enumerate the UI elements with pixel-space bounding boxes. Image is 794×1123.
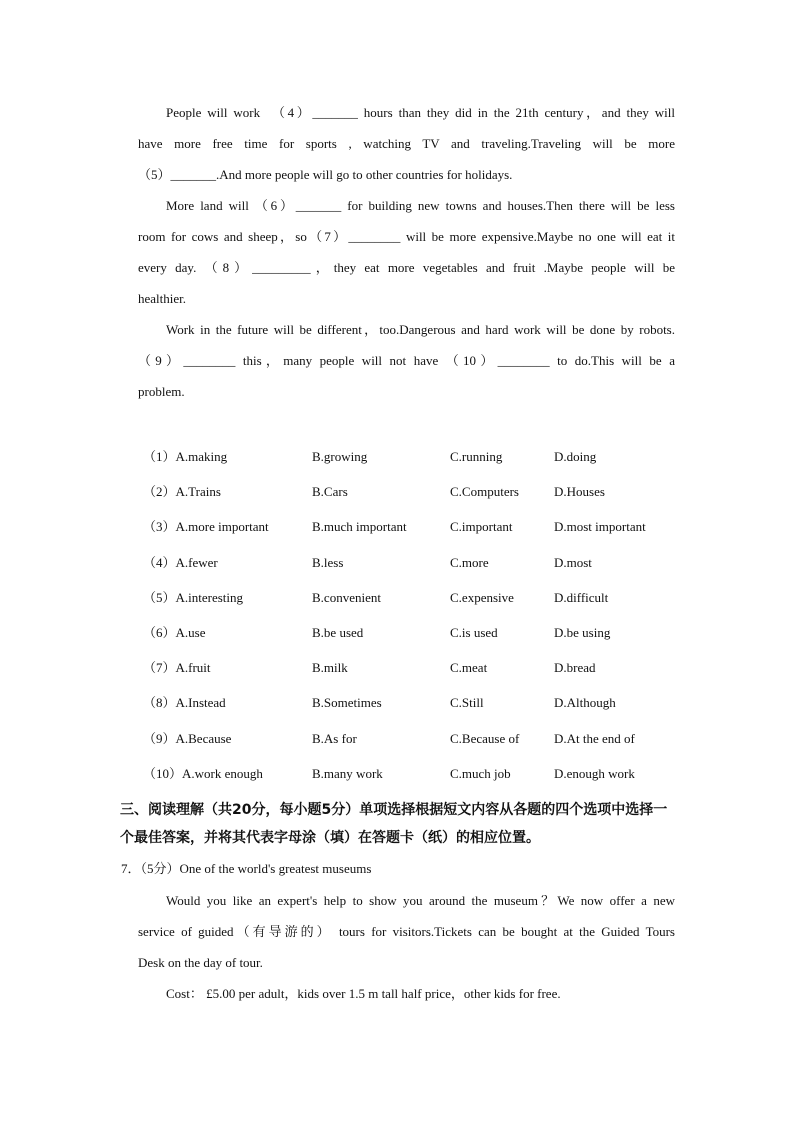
option-d: D.bread [554, 660, 596, 676]
option-a: （8）A.Instead [143, 695, 226, 711]
option-c: C.more [450, 554, 489, 570]
option-a: （6）A.use [143, 624, 206, 640]
option-b: B.Sometimes [312, 695, 382, 711]
option-b: B.milk [312, 660, 348, 676]
option-a: （10）A.work enough [143, 765, 263, 781]
option-c: C.Still [450, 695, 484, 711]
passage-line: have more free time for sports , watching TV and traveling.Traveling will be more [138, 136, 675, 151]
passage-line: healthier. [138, 291, 187, 306]
passage-line: Would you like an expert's help to show you around the museum？We now offer a new [166, 893, 675, 908]
option-b: B.much important [312, 519, 407, 535]
cloze-passage [138, 97, 675, 407]
option-d: D.most important [554, 519, 646, 535]
option-d: D.be using [554, 624, 611, 640]
option-row [143, 512, 683, 547]
option-a: （5）A.interesting [143, 589, 244, 605]
option-b: B.convenient [312, 589, 381, 605]
option-c: C.Because of [450, 730, 520, 746]
option-row [143, 618, 683, 653]
passage-line: People will work （4）_______ hours than they did in the 21th century，and they will [166, 105, 675, 120]
option-b: B.Cars [312, 484, 348, 500]
option-row [143, 583, 683, 618]
option-c: C.is used [450, 624, 498, 640]
option-c: C.meat [450, 660, 488, 676]
option-row [143, 548, 683, 583]
option-d: D.difficult [554, 589, 609, 605]
passage-line: room for cows and sheep，so（7）________ will be more expensive.Maybe no one will eat it [138, 229, 675, 244]
option-a: （3）A.more important [143, 519, 269, 535]
option-b: B.As for [312, 730, 357, 746]
option-a: （4）A.fewer [143, 554, 218, 570]
option-row [143, 442, 683, 477]
option-d: D.At the end of [554, 730, 635, 746]
option-a: （9）A.Because [143, 730, 232, 746]
section-heading [120, 796, 680, 852]
option-c: C.expensive [450, 589, 514, 605]
passage-line: More land will （6）_______ for building new towns and houses.Then there will be less [166, 198, 675, 213]
passage-line: Cost： £5.00 per adult，kids over 1.5 m tall half price，other kids for free. [166, 986, 561, 1001]
option-c: C.much job [450, 765, 511, 781]
option-d: D.doing [554, 449, 597, 464]
option-b: B.many work [312, 765, 383, 781]
section-heading-line: 个最佳答案，并将其代表字母涂（填）在答题卡（纸）的相应位置。 [120, 830, 540, 846]
option-d: D.Although [554, 695, 616, 711]
option-b: B.less [312, 554, 344, 570]
option-row [143, 477, 683, 512]
passage-line: Desk on the day of tour. [138, 955, 263, 970]
answer-options [143, 442, 683, 794]
passage-line: every day. （8）_________，they eat more vegetables and fruit .Maybe people will be [138, 260, 675, 275]
option-d: D.most [554, 554, 592, 570]
option-c: C.Computers [450, 484, 519, 500]
option-row [143, 724, 683, 759]
passage-line: （9）________ this，many people will not have （10）________ to do.This will be a [138, 353, 675, 368]
option-c: C.important [450, 519, 513, 535]
option-a: （7）A.fruit [143, 660, 211, 676]
option-d: D.enough work [554, 765, 635, 781]
section-heading-line: 三、阅读理解（共20分，每小题5分）单项选择根据短文内容从各题的四个选项中选择一 [120, 802, 668, 818]
option-b: B.growing [312, 449, 368, 464]
option-row [143, 688, 683, 723]
option-d: D.Houses [554, 484, 605, 500]
question-heading: 7．（5分）One of the world's greatest museums [121, 861, 372, 876]
option-a: （1）A.making [143, 449, 228, 464]
option-row [143, 653, 683, 688]
passage-line: service of guided（有导游的） tours for visitors.Tickets can be bought at the Guided Tours [138, 924, 675, 939]
passage-line: Work in the future will be different，too.Dangerous and hard work will be done by robots. [166, 322, 675, 337]
option-a: （2）A.Trains [143, 484, 221, 500]
option-b: B.be used [312, 624, 364, 640]
reading-passage [138, 885, 675, 1009]
passage-line: problem. [138, 384, 185, 399]
option-c: C.running [450, 449, 503, 464]
passage-line: （5）_______.And more people will go to other countries for holidays. [138, 167, 513, 182]
option-row [143, 759, 683, 794]
